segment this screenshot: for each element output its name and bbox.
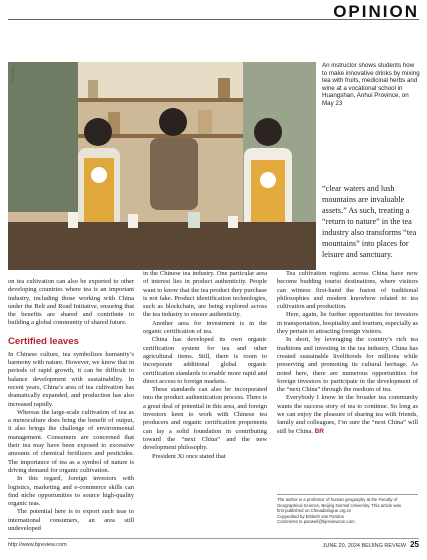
bio-rule [277, 494, 418, 495]
bio-line: Geographical Science, Beijing Normal University. This article was [277, 502, 402, 508]
author-bio [277, 497, 418, 525]
paragraph: The potential here is to export such teas to international consumers, an area still undeveloped [8, 508, 134, 533]
article-column-1 [8, 278, 134, 533]
page-number: 25 [410, 540, 419, 549]
bio-line: first published on Chinadialogue.org.cn [277, 508, 352, 514]
paragraph: In short, by leveraging the country’s rich tea traditions and investing in the tea industry, China has created sustainable livelihoods for millions while preserving and promoting its cultural heritage. As noted here, there are numerous opportunities for foreign investors to participate in the development of the “next China” through the medium of tea. [277, 336, 418, 394]
section-title: OPINION [333, 2, 419, 21]
footer-date: JUNE 20, 2024 BEIJING REVIEW [322, 543, 407, 549]
paragraph: These standards can also be incorporated into the product authentication process. There is a great deal of potential in this area, and foreign investors keen to work with Chinese tea producers and organic certification proponents can lay a solid foundation in contributing toward the “next China” and the new development philosophy. [143, 386, 267, 452]
article-photo [8, 62, 316, 270]
paragraph: Whereas the large-scale cultivation of tea as a monoculture does bring the benefit of output, it also brings the challenge of environmental management. Consumers are concerned that their tea may have been exposed to excessive amounts of chemical fertilizers and pesticides. The importance of tea as a symbol of nature is driving demand for organic cultivation. [8, 408, 134, 474]
article-column-2 [143, 270, 267, 461]
paragraph: on tea cultivation can also be exported to other developing countries where tea is an important industry, including those working with China under the Belt and Road Initiative, ensuring that the benefits are shared and contribute to building a global community of shared future. [8, 278, 134, 327]
paragraph: President Xi once stated that [152, 452, 226, 460]
paragraph: China has developed its own organic certification system for tea and other agricultural items. Still, there is room to incorporate additional global organic certification standards to enable more rapid and direct access to foreign markets. [143, 336, 267, 385]
paragraph: in the Chinese tea industry. One particular area of interest lies in product authenticity. People want to know that the tea product they purchase is not fake. Product identification technologies, such as blockchain, are being explored across the tea industry to ensure authenticity. [143, 270, 267, 319]
end-mark: BR [314, 427, 324, 435]
paragraph: Tea cultivation regions across China have now become budding tourist destinations, where visitors can witness first-hand the fusion of traditional philosophies and modern knowhow related to tea cultivation and production. [277, 270, 418, 311]
photo-caption: An instructor shows students how to make innovative drinks by mixing tea with fruits, medicinal herbs and wine at a vocational school in Huangshan, Anhui Province, on May 23 [322, 62, 420, 107]
footer-url[interactable]: http://www.bjreview.com [8, 542, 67, 548]
pull-quote: “clear waters and lush mountains are invaluable assets.” As such, treating a “return to nature” in the tea industry also transforms “tea mountains” into places for leisure and sanctuary. [322, 184, 417, 259]
paragraph: Another area for investment is in the organic certification of tea. [143, 319, 267, 336]
paragraph: In Chinese culture, tea symbolizes humanity’s harmony with nature. However, we know that in periods of rapid growth, it can be difficult to balance development with sustainability. In recent years, China’s area of tea cultivation has dramatically expanded, and production has also increased rapidly. [8, 350, 134, 408]
bio-line: Comments to panweil@bjreviewcon.com [277, 519, 355, 525]
paragraph [277, 394, 418, 435]
subheading: Certified leaves [8, 335, 79, 347]
paragraph: Here, again, lie further opportunities for investors in transportation, hospitality and tourism, especially as they pertain to attracting foreign visitors. [277, 311, 418, 336]
paragraph: In this regard, foreign investors with logistics, marketing and e-commerce skills can find niche opportunities to source high-quality organic teas. [8, 475, 134, 508]
footer-info [323, 540, 419, 549]
photo-credit: XINHUA [10, 68, 15, 84]
bio-line: Copyedited by Elsbeth van Paridon [277, 513, 345, 519]
footer-rule [8, 538, 419, 539]
article-column-3 [277, 270, 418, 436]
paragraph-text: Everybody I know in the broader tea community wants the success story of tea to continue. So long as we can enjoy the pleasure of sharing tea with friends, family and colleagues, I’m sure the “next China” will still be China. [277, 394, 418, 435]
bio-line: The author is a professor of human geography at the Faculty of [277, 497, 398, 502]
